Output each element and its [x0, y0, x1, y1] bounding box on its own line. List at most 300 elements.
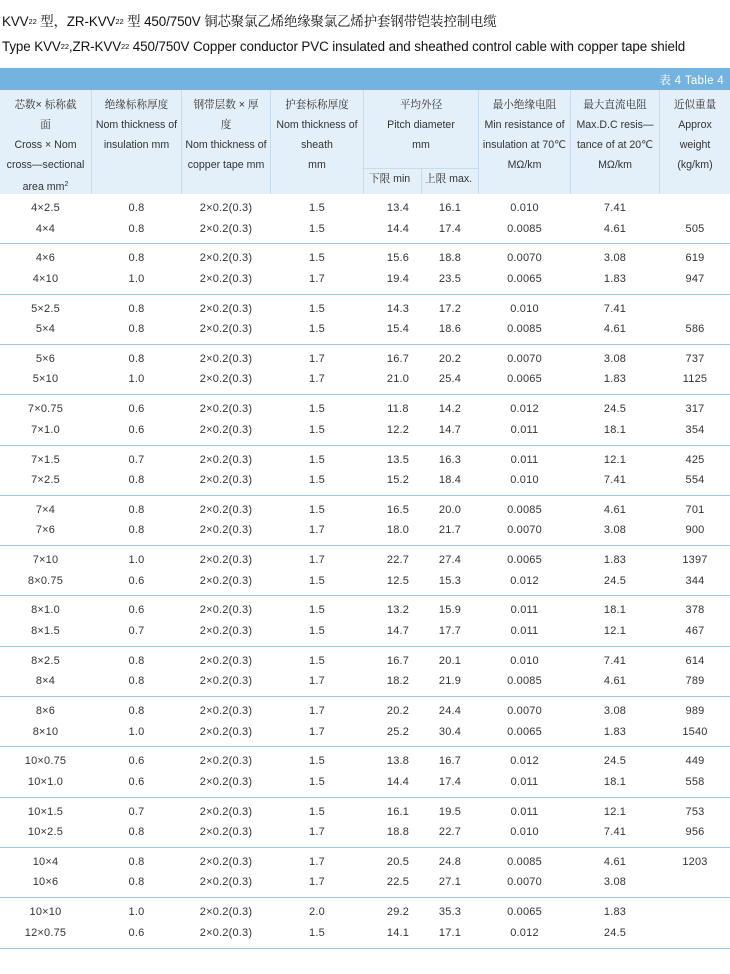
cell-insulation: 0.8 [128, 202, 145, 214]
table-row [0, 870, 730, 895]
cell-min-resistance: 0.012 [510, 403, 539, 416]
cell-insulation: 1.0 [128, 373, 145, 386]
cell-weight: 505 [685, 222, 705, 235]
cell-weight: 317 [685, 403, 705, 416]
header-cores: 芯数× 标称截 面 Cross × Nom cross—sectional area $mm^2$ [6, 99, 85, 193]
cell-cores: 4×4 [35, 222, 56, 235]
table-header [0, 90, 730, 194]
cell-sheath: 1.5 [309, 574, 325, 587]
cell-diameter-min: 12.5 [386, 574, 410, 587]
header-diameter-min: 下限 min [369, 173, 411, 185]
row-group-divider [0, 696, 730, 697]
cell-diameter-min: 13.8 [386, 755, 410, 768]
cell-cores: 8×4 [35, 675, 56, 688]
header-diameter: 平均外径 Pitch diameter mm [387, 99, 455, 151]
cell-insulation: 0.8 [128, 323, 145, 336]
cell-dc-resistance: 7.41 [603, 654, 627, 667]
row-group-divider [0, 897, 730, 898]
cell-insulation: 0.8 [128, 474, 145, 486]
cell-diameter-min: 18.8 [386, 826, 410, 839]
cell-weight: 753 [685, 805, 705, 818]
cell-sheath: 2.0 [309, 906, 325, 919]
cell-tape: 2×0.2(0.3) [199, 403, 253, 416]
column-divider [270, 90, 271, 194]
cell-sheath: 1.7 [309, 855, 325, 868]
table-row [0, 267, 730, 292]
cell-cores: 8×10 [32, 725, 59, 738]
cell-sheath: 1.5 [309, 252, 325, 265]
cell-diameter-min: 18.2 [386, 675, 410, 688]
cell-weight: 554 [685, 474, 705, 486]
cell-dc-resistance: 4.61 [603, 503, 627, 516]
row-group-divider [0, 243, 730, 244]
cell-diameter-min: 15.4 [386, 323, 410, 336]
cell-diameter-min: 16.1 [386, 805, 410, 818]
cell-cores: 7×0.75 [27, 403, 64, 416]
cell-diameter-max: 17.4 [438, 775, 462, 788]
cell-tape: 2×0.2(0.3) [199, 876, 253, 889]
cell-insulation: 0.6 [128, 574, 145, 587]
cell-diameter-min: 16.7 [386, 654, 410, 667]
table-row [0, 820, 730, 845]
cell-cores: 10×10 [29, 906, 62, 919]
cell-insulation: 1.0 [128, 272, 145, 285]
row-group-divider [0, 344, 730, 345]
table-label: 表 4 Table 4 [659, 75, 724, 87]
cell-dc-resistance: 12.1 [603, 805, 627, 818]
cell-dc-resistance: 12.1 [603, 624, 627, 637]
cell-diameter-max: 16.3 [438, 453, 462, 466]
cell-cores: 8×0.75 [27, 574, 64, 587]
cell-diameter-max: 20.2 [438, 352, 462, 365]
cell-insulation: 0.8 [128, 252, 145, 265]
cell-sheath: 1.7 [309, 675, 325, 688]
header-resistance: 最小绝缘电阻 Min resistance of insulation at 70℃ MΩ/km [482, 99, 567, 171]
row-group-divider [0, 595, 730, 596]
cell-weight: 619 [685, 252, 705, 265]
cell-insulation: 0.8 [128, 503, 145, 516]
cell-dc-resistance: 3.08 [603, 252, 627, 265]
table-row [0, 669, 730, 694]
cell-diameter-max: 19.5 [438, 805, 462, 818]
cell-diameter-min: 12.2 [386, 423, 410, 436]
cell-min-resistance: 0.0065 [507, 725, 542, 738]
column-divider [91, 90, 92, 194]
cell-diameter-max: 27.4 [438, 554, 462, 567]
table-row [0, 569, 730, 594]
cell-dc-resistance: 3.08 [603, 524, 627, 537]
cell-min-resistance: 0.010 [510, 202, 539, 214]
cell-weight: 1540 [682, 725, 708, 738]
cell-sheath: 1.5 [309, 755, 325, 768]
cell-cores: 10×4 [32, 855, 59, 868]
cell-diameter-max: 24.8 [438, 855, 462, 868]
cell-tape: 2×0.2(0.3) [199, 423, 253, 436]
cell-dc-resistance: 7.41 [603, 474, 627, 486]
table-bottom-border [0, 948, 730, 949]
cell-diameter-min: 21.0 [386, 373, 410, 386]
cell-cores: 5×10 [32, 373, 59, 386]
cell-cores: 10×1.5 [27, 805, 64, 818]
cell-diameter-min: 22.5 [386, 876, 410, 889]
cell-sheath: 1.7 [309, 272, 325, 285]
table-row [0, 518, 730, 543]
cell-dc-resistance: 1.83 [603, 906, 627, 919]
cell-weight: 614 [685, 654, 705, 667]
cell-dc-resistance: 1.83 [603, 373, 627, 386]
cell-diameter-min: 14.1 [386, 926, 410, 939]
cell-diameter-max: 18.8 [438, 252, 462, 265]
cell-tape: 2×0.2(0.3) [199, 554, 253, 567]
cell-weight: 989 [685, 705, 705, 717]
cell-insulation: 0.6 [128, 775, 145, 788]
cell-dc-resistance: 24.5 [603, 755, 627, 768]
cell-tape: 2×0.2(0.3) [199, 826, 253, 839]
cell-cores: 12×0.75 [24, 926, 67, 939]
cell-dc-resistance: 24.5 [603, 403, 627, 416]
cell-weight: 737 [685, 352, 705, 365]
cell-min-resistance: 0.010 [510, 826, 539, 839]
cell-min-resistance: 0.010 [510, 654, 539, 667]
cell-tape: 2×0.2(0.3) [199, 323, 253, 336]
cell-dc-resistance: 1.83 [603, 725, 627, 738]
row-group-divider [0, 545, 730, 546]
table-label-band [0, 68, 730, 90]
cell-cores: 5×4 [35, 323, 56, 336]
cell-dc-resistance: 4.61 [603, 675, 627, 688]
cell-diameter-min: 16.7 [386, 352, 410, 365]
cell-min-resistance: 0.011 [510, 805, 539, 818]
cell-sheath: 1.5 [309, 453, 325, 466]
cell-insulation: 0.6 [128, 423, 145, 436]
cell-sheath: 1.5 [309, 323, 325, 336]
row-group-divider [0, 495, 730, 496]
row-group-divider [0, 646, 730, 647]
title-english: Type $KVV_{22},ZR-KVV_{22}$ 450/750V Copper conductor PVC insulated and sheathed control cable with copper tape shield [2, 39, 686, 54]
cell-cores: 8×2.5 [31, 654, 60, 667]
cell-dc-resistance: 7.41 [603, 302, 627, 315]
cell-cores: 7×1.5 [31, 453, 60, 466]
cell-diameter-min: 22.7 [386, 554, 410, 567]
cell-diameter-min: 14.7 [386, 624, 410, 637]
cell-weight: 344 [685, 574, 705, 587]
cell-sheath: 1.5 [309, 654, 325, 667]
cell-cores: 10×0.75 [24, 755, 67, 768]
cell-insulation: 0.8 [128, 352, 145, 365]
cell-diameter-max: 14.7 [438, 423, 462, 436]
cell-cores: 10×2.5 [27, 826, 64, 839]
cell-cores: 7×10 [32, 554, 59, 567]
cell-tape: 2×0.2(0.3) [199, 503, 253, 516]
cell-weight: 425 [685, 453, 705, 466]
cell-diameter-min: 29.2 [386, 906, 410, 919]
cell-min-resistance: 0.0065 [507, 272, 542, 285]
cell-insulation: 0.6 [128, 926, 145, 939]
table-row [0, 921, 730, 946]
cell-diameter-max: 15.9 [438, 604, 462, 617]
table-row [0, 367, 730, 392]
cell-tape: 2×0.2(0.3) [199, 705, 253, 717]
cell-min-resistance: 0.0070 [507, 876, 542, 889]
cell-weight: 947 [685, 272, 705, 285]
cell-diameter-max: 20.0 [438, 503, 462, 516]
cell-tape: 2×0.2(0.3) [199, 654, 253, 667]
row-group-divider [0, 445, 730, 446]
cell-min-resistance: 0.0070 [507, 352, 542, 365]
cell-tape: 2×0.2(0.3) [199, 906, 253, 919]
cell-tape: 2×0.2(0.3) [199, 805, 253, 818]
cell-sheath: 1.7 [309, 524, 325, 537]
cell-diameter-max: 17.2 [438, 302, 462, 315]
cell-diameter-min: 11.8 [387, 403, 409, 416]
cell-insulation: 0.7 [128, 805, 145, 818]
cell-insulation: 1.0 [128, 554, 145, 567]
cell-diameter-max: 17.7 [438, 624, 462, 637]
cell-dc-resistance: 24.5 [603, 574, 627, 587]
cell-insulation: 0.8 [128, 524, 145, 537]
cell-min-resistance: 0.0065 [507, 373, 542, 386]
cell-cores: 10×6 [32, 876, 59, 889]
cell-dc-resistance: 18.1 [603, 423, 627, 436]
table-row [0, 619, 730, 644]
cell-diameter-max: 23.5 [438, 272, 462, 285]
cell-tape: 2×0.2(0.3) [199, 252, 253, 265]
row-group-divider [0, 746, 730, 747]
cell-tape: 2×0.2(0.3) [199, 725, 253, 738]
cell-dc-resistance: 3.08 [603, 705, 627, 717]
cell-sheath: 1.7 [309, 352, 325, 365]
cell-tape: 2×0.2(0.3) [199, 202, 253, 214]
cell-min-resistance: 0.012 [510, 574, 539, 587]
cell-sheath: 1.5 [309, 503, 325, 516]
title-chinese: $KVV_{22}$ 型，$ZR-KVV_{22}$ 型 450/750V 铜芯聚氯乙烯绝缘聚氯乙烯护套钢带铠装控制电缆 [2, 14, 497, 29]
column-divider [659, 90, 660, 194]
cell-cores: 5×2.5 [31, 302, 60, 315]
cell-sheath: 1.7 [309, 725, 325, 738]
cell-diameter-max: 25.4 [438, 373, 462, 386]
cell-diameter-min: 13.4 [386, 202, 410, 214]
cell-cores: 8×1.5 [31, 624, 60, 637]
cell-cores: 8×1.0 [31, 604, 60, 617]
cell-insulation: 0.6 [128, 604, 145, 617]
cell-insulation: 0.8 [128, 675, 145, 688]
header-dc-resistance: 最大直流电阻 Max.D.C resis— tance of at 20℃ MΩ/km [576, 99, 654, 171]
cell-min-resistance: 0.0065 [507, 554, 542, 567]
cell-insulation: 0.8 [128, 826, 145, 839]
cell-weight: 1203 [682, 855, 708, 868]
column-divider [570, 90, 571, 194]
cell-sheath: 1.5 [309, 222, 325, 235]
cell-min-resistance: 0.0085 [507, 855, 542, 868]
cell-tape: 2×0.2(0.3) [199, 222, 253, 235]
cell-diameter-max: 35.3 [438, 906, 462, 919]
cell-cores: 7×1.0 [31, 423, 60, 436]
cell-sheath: 1.5 [309, 302, 325, 315]
cell-diameter-min: 13.5 [386, 453, 410, 466]
cell-dc-resistance: 4.61 [603, 323, 627, 336]
cell-insulation: 0.7 [128, 624, 145, 637]
column-divider [181, 90, 182, 194]
cell-dc-resistance: 12.1 [603, 453, 627, 466]
cell-diameter-max: 22.7 [438, 826, 462, 839]
row-group-divider [0, 847, 730, 848]
row-group-divider [0, 797, 730, 798]
table-row [0, 468, 730, 493]
column-divider [478, 90, 479, 194]
cell-diameter-min: 15.2 [386, 474, 410, 486]
cell-min-resistance: 0.0085 [507, 222, 542, 235]
cell-diameter-min: 25.2 [386, 725, 410, 738]
table-row [0, 418, 730, 443]
cell-min-resistance: 0.011 [510, 604, 539, 617]
cell-diameter-max: 16.1 [438, 202, 462, 214]
cell-tape: 2×0.2(0.3) [199, 604, 253, 617]
cell-dc-resistance: 3.08 [603, 876, 627, 889]
cell-dc-resistance: 7.41 [603, 826, 627, 839]
cell-weight [660, 921, 730, 946]
cell-diameter-max: 14.2 [438, 403, 462, 416]
cell-diameter-min: 18.0 [386, 524, 410, 537]
cell-tape: 2×0.2(0.3) [199, 302, 253, 315]
cell-insulation: 0.8 [128, 302, 145, 315]
cell-min-resistance: 0.010 [510, 302, 539, 315]
cell-sheath: 1.5 [309, 926, 325, 939]
cell-dc-resistance: 4.61 [603, 222, 627, 235]
cell-dc-resistance: 1.83 [603, 554, 627, 567]
cell-sheath: 1.7 [309, 373, 325, 386]
cell-insulation: 0.6 [128, 403, 145, 416]
cell-min-resistance: 0.011 [510, 775, 539, 788]
cell-sheath: 1.5 [309, 624, 325, 637]
cell-insulation: 1.0 [128, 725, 145, 738]
cell-dc-resistance: 24.5 [603, 926, 627, 939]
cell-dc-resistance: 4.61 [603, 855, 627, 868]
cell-min-resistance: 0.010 [510, 474, 539, 486]
cell-dc-resistance: 18.1 [603, 604, 627, 617]
cell-cores: 5×6 [35, 352, 56, 365]
cell-min-resistance: 0.0070 [507, 524, 542, 537]
cell-sheath: 1.7 [309, 876, 325, 889]
cell-sheath: 1.7 [309, 705, 325, 717]
cell-cores: 4×10 [32, 272, 59, 285]
header-weight: 近似重量 Approx weight (kg/km) [673, 99, 717, 171]
cell-diameter-min: 14.4 [386, 775, 410, 788]
row-group-divider [0, 294, 730, 295]
cell-min-resistance: 0.011 [510, 423, 539, 436]
cell-diameter-min: 16.5 [386, 503, 410, 516]
cell-diameter-min: 20.2 [386, 705, 410, 717]
table-row [0, 770, 730, 795]
cell-weight: 586 [685, 323, 705, 336]
row-group-divider [0, 394, 730, 395]
cell-weight: 378 [685, 604, 705, 617]
header-tape: 钢带层数 × 厚 度 Nom thickness of copper tape mm [185, 99, 267, 171]
cell-diameter-min: 20.5 [386, 855, 410, 868]
cell-weight: 789 [685, 675, 705, 688]
cell-tape: 2×0.2(0.3) [199, 926, 253, 939]
cell-weight: 558 [685, 775, 705, 788]
cell-weight: 1397 [682, 554, 708, 567]
cell-diameter-max: 17.1 [438, 926, 462, 939]
cell-dc-resistance: 7.41 [603, 202, 627, 214]
cell-diameter-min: 19.4 [386, 272, 410, 285]
cell-sheath: 1.5 [309, 403, 325, 416]
cell-min-resistance: 0.0085 [507, 503, 542, 516]
cell-diameter-max: 18.6 [438, 323, 462, 336]
cell-tape: 2×0.2(0.3) [199, 775, 253, 788]
cell-insulation: 0.8 [128, 654, 145, 667]
cell-insulation: 0.8 [128, 876, 145, 889]
diameter-subheader-divider [421, 169, 422, 194]
cell-diameter-max: 21.7 [438, 524, 462, 537]
cell-min-resistance: 0.011 [510, 624, 539, 637]
cell-diameter-max: 18.4 [438, 474, 462, 486]
cell-tape: 2×0.2(0.3) [199, 524, 253, 537]
column-divider [363, 90, 364, 194]
cell-diameter-max: 27.1 [438, 876, 462, 889]
cell-min-resistance: 0.011 [510, 453, 539, 466]
cell-weight: 449 [685, 755, 705, 768]
cell-weight: 900 [685, 524, 705, 537]
cell-sheath: 1.5 [309, 805, 325, 818]
cell-diameter-min: 14.3 [386, 302, 410, 315]
cell-cores: 7×6 [35, 524, 56, 537]
cell-min-resistance: 0.0070 [507, 705, 542, 717]
cell-diameter-max: 17.4 [438, 222, 462, 235]
cell-diameter-max: 24.4 [438, 705, 462, 717]
header-insulation: 绝缘标称厚度 Nom thickness of insulation mm [95, 99, 178, 151]
cell-diameter-max: 21.9 [438, 675, 462, 688]
cell-cores: 8×6 [35, 705, 56, 717]
cell-weight: 1125 [682, 373, 708, 386]
cell-sheath: 1.5 [309, 775, 325, 788]
cell-tape: 2×0.2(0.3) [199, 373, 253, 386]
cell-min-resistance: 0.012 [510, 755, 539, 768]
cell-dc-resistance: 1.83 [603, 272, 627, 285]
cell-insulation: 0.8 [128, 705, 145, 717]
cell-tape: 2×0.2(0.3) [199, 675, 253, 688]
table-row [0, 217, 730, 242]
cell-diameter-max: 15.3 [438, 574, 462, 587]
cell-dc-resistance: 3.08 [603, 352, 627, 365]
cell-sheath: 1.5 [309, 474, 325, 486]
cell-diameter-max: 16.7 [438, 755, 462, 768]
cell-insulation: 0.8 [128, 855, 145, 868]
cell-weight: 467 [685, 624, 705, 637]
cell-min-resistance: 0.0070 [507, 252, 542, 265]
cell-cores: 7×2.5 [31, 474, 60, 486]
cell-sheath: 1.5 [309, 423, 325, 436]
cell-insulation: 0.7 [128, 453, 145, 466]
cell-cores: 7×4 [35, 503, 56, 516]
cell-min-resistance: 0.0065 [507, 906, 542, 919]
cell-insulation: 0.8 [128, 222, 145, 235]
cell-sheath: 1.5 [309, 202, 325, 214]
cell-sheath: 1.7 [309, 826, 325, 839]
cell-tape: 2×0.2(0.3) [199, 474, 253, 486]
cell-min-resistance: 0.0085 [507, 675, 542, 688]
cell-weight: 701 [685, 503, 705, 516]
cell-cores: 4×6 [35, 252, 56, 265]
cell-min-resistance: 0.0085 [507, 323, 542, 336]
cell-tape: 2×0.2(0.3) [199, 453, 253, 466]
cell-tape: 2×0.2(0.3) [199, 755, 253, 768]
cell-diameter-min: 13.2 [386, 604, 410, 617]
cell-min-resistance: 0.012 [510, 926, 539, 939]
cell-weight [660, 870, 730, 895]
cell-tape: 2×0.2(0.3) [199, 855, 253, 868]
cell-tape: 2×0.2(0.3) [199, 272, 253, 285]
